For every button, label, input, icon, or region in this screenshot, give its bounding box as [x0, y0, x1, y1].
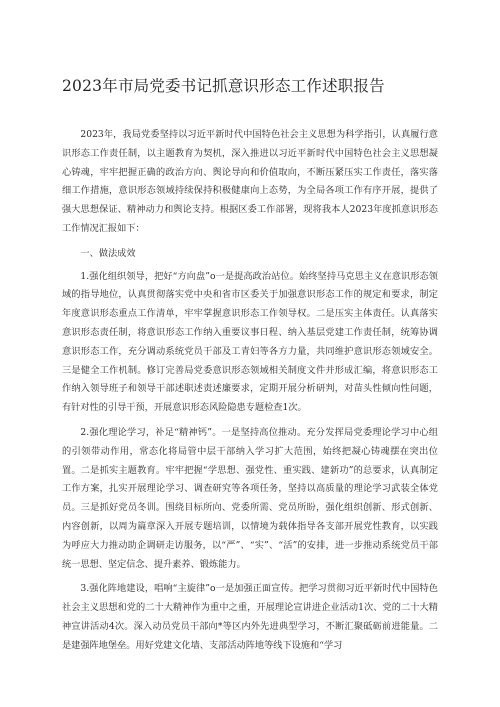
- paragraph-theory-study: 2.强化理论学习，补足“精神钙”。一是坚持高位推动。充分发挥局党委理论学习中心组的引领带动作用，常态化将局管中层干部纳入学习扩大范围，始终把凝心铸魂摆在突出位置。二是抓实主题教育。牢牢把握“学思想、强党性、重实践、建新功”的总要求，认真制定工作方案，扎实开展理论学习、调查研究等各项任务，坚持以高质量的理论学习武装全体党员。三是抓好党员冬训。围绕目标所向、党委所需、党员所盼，强化组织创新、形式创新、内容创新，以周为篇章深入开展专题培训，以情境为载体指导各支部开展党性教育，以实践为呼应大力推动助企调研走访服务，以“严”、“实”、“活”的安排，进一步推动系统党员干部统一思想、坚定信念、提升素养、锻炼能力。: [62, 426, 438, 570]
- document-body: [62, 126, 438, 662]
- section-heading: 一、做法成效: [80, 247, 136, 259]
- paragraph-front-building: 3.强化阵地建设，唱响“主旋律”o一是加强正面宣传。把学习贯彻习近平新时代中国特色社会主义思想和党的二十大精神作为重中之重，开展理论宣讲进企业活动1次、党的二十大精神宣讲活动4次。深入动员党员干部向*等区内外先进典型学习，不断汇聚砥砺前进能量。二是建强阵地堡垒。用好党建文化墙、支部活动阵地等线下设施和“学习: [62, 583, 438, 651]
- paragraph-organization: 1.强化组织领导，把好“方向盘”o一是提高政治站位。始终坚持马克思主义在意识形态领域的指导地位，认真贯彻落实党中央和省市区委关于加强意识形态工作的规定和要求，制定年度意识形态重点工作清单，牢牢掌握意识形态工作领导权。二是压实主体责任。认真落实意识形态责任制，将意识形态工作纳入重要议事日程、纳入基层党建工作责任制，统筹协调意识形态工作，充分调动系统党员干部及工青妇等各方力量，共同维护意识形态领域安全。三是健全工作机制。修订完善局党委意识形态领域相关制度文件并形成汇编，将意识形态工作纳入领导班子和领导干部述职述责述廉要求，定期开展分析研判，对苗头性倾向性问题，有针对性的引导干预，开展意识形态风险隐患专题检查1次。: [62, 270, 438, 414]
- document-title: 2023年市局党委书记抓意识形态工作述职报告: [62, 77, 385, 95]
- intro-paragraph: 2023年，我局党委坚持以习近平新时代中国特色社会主义思想为科学指引，认真履行意识形态工作责任制，以主题教育为契机，深入推进以习近平新时代中国特色社会主义思想凝心铸魂，牢牢把握正确的政治方向、舆论导向和价值取向，不断压紧压实工作责任，落实落细工作措施，意识形态领域持续保持积极健康向上态势，为全局各项工作有序开展，提供了强大思想保证、精神动力和舆论支持。根据区委工作部署，现将我本人2023年度抓意识形态工作情况汇报如下：: [62, 129, 438, 234]
